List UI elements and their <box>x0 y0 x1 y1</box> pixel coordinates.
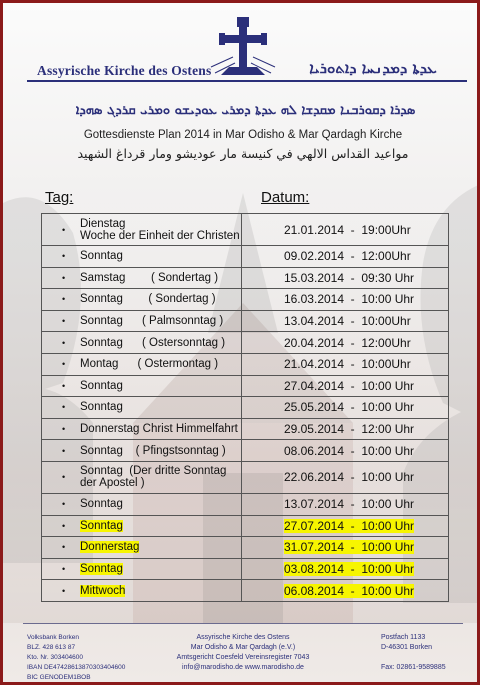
day-cell <box>42 375 242 397</box>
date-time-value: 25.05.2014 - 10:00 Uhr <box>283 400 415 415</box>
day-label: Donnerstag Christ Himmelfahrt <box>80 423 238 436</box>
day-label: Sonntag ( Pfingstsonntag ) <box>80 444 226 457</box>
date-time-value: 03.08.2014 - 10:00 Uhr <box>283 562 415 577</box>
bullet-icon: • <box>62 316 66 327</box>
footer-line: BIC GENODEM1BOB <box>27 674 91 681</box>
footer-line: D-46301 Borken <box>381 644 432 651</box>
date-cell <box>241 461 448 493</box>
table-row <box>42 214 449 246</box>
day-label: Sonntag <box>80 401 123 414</box>
plan-title-syriac: ܣܕܪܐ ܕܩܘܪܒܢܐ ܡܩܕܫܐ ܠܗ ܥܕܬܐ ܕܡܪܝ ܥܘܕܝܫܘ ܘܡܪܝ ܩܪܕܓ ܣܗܕܐ <box>75 103 416 118</box>
bullet-icon: • <box>62 402 66 413</box>
church-title-german: Assyrische Kirche des Ostens <box>37 63 212 78</box>
bullet-icon: • <box>62 251 66 262</box>
footer-bank-info <box>27 633 125 683</box>
date-cell <box>241 515 448 537</box>
day-label: Sonntag <box>80 519 123 532</box>
footer-line <box>381 653 446 663</box>
plan-title-arabic: مواعيد القداس الالهي في كنيسة مار عوديشو ومار قرداغ الشهيد <box>77 146 409 161</box>
header <box>3 3 480 173</box>
footer-postal-info <box>381 633 446 673</box>
date-time-value: 29.05.2014 - 12:00 Uhr <box>283 422 415 437</box>
day-cell <box>42 332 242 354</box>
footer-line: Postfach 1133 <box>381 634 426 641</box>
date-time-value: 27.07.2014 - 10:00 Uhr <box>283 518 415 533</box>
date-cell <box>241 493 448 515</box>
footer-line: IBAN DE47428613870303404600 <box>27 664 126 671</box>
footer-line: BLZ. 428 613 87 <box>27 644 76 651</box>
day-label: Sonntag ( Sondertag ) <box>80 293 216 306</box>
day-label: Sonntag <box>80 250 123 263</box>
date-time-value: 27.04.2014 - 10:00 Uhr <box>283 378 415 393</box>
date-cell <box>241 267 448 289</box>
footer-line: Amtsgericht Coesfeld Vereinsregister 7043 <box>176 654 310 661</box>
church-title-syriac: ܥܕܬܐ ܕܡܕܢܚܐ ܕܐܬܘܪܝܐ <box>309 59 437 77</box>
cross-emblem-icon <box>209 7 277 79</box>
day-label: Samstag ( Sondertag ) <box>80 271 219 284</box>
bullet-icon: • <box>62 424 66 435</box>
bullet-icon: • <box>62 499 66 510</box>
day-cell <box>42 493 242 515</box>
footer-divider <box>23 623 463 624</box>
table-row <box>42 375 449 397</box>
bullet-icon: • <box>62 294 66 305</box>
table-row <box>42 397 449 419</box>
table-row <box>42 267 449 289</box>
table-row <box>42 515 449 537</box>
day-cell <box>42 246 242 268</box>
day-cell <box>42 353 242 375</box>
column-header-tag: Tag: <box>45 189 74 206</box>
schedule-table <box>41 213 449 602</box>
table-row <box>42 353 449 375</box>
date-time-value: 21.01.2014 - 19:00Uhr <box>283 222 411 237</box>
date-cell <box>241 397 448 419</box>
table-row <box>42 440 449 462</box>
date-cell <box>241 310 448 332</box>
date-time-value: 22.06.2014 - 10:00 Uhr <box>283 470 415 485</box>
date-time-value: 31.07.2014 - 10:00 Uhr <box>283 540 415 555</box>
footer-line: Fax: 02861-9589885 <box>381 664 446 671</box>
footer-contact-links[interactable]: info@marodisho.de www.marodisho.de <box>182 664 304 671</box>
day-cell <box>42 397 242 419</box>
date-cell <box>241 375 448 397</box>
footer-association-info <box>153 633 333 673</box>
date-cell <box>241 418 448 440</box>
day-cell <box>42 580 242 602</box>
table-row <box>42 580 449 602</box>
day-cell <box>42 289 242 311</box>
bullet-icon: • <box>62 520 66 531</box>
date-cell <box>241 289 448 311</box>
table-row <box>42 246 449 268</box>
date-time-value: 20.04.2014 - 12:00Uhr <box>283 335 411 350</box>
day-label: Mittwoch <box>80 584 126 597</box>
table-row <box>42 332 449 354</box>
footer-line: Assyrische Kirche des Ostens <box>196 634 290 641</box>
day-label: Dienstag Woche der Einheit der Christen <box>80 217 240 242</box>
table-row <box>42 493 449 515</box>
day-label: Montag ( Ostermontag ) <box>80 358 219 371</box>
table-row <box>42 418 449 440</box>
footer-line: Volksbank Borken <box>27 634 80 641</box>
bullet-icon: • <box>62 272 66 283</box>
table-row <box>42 310 449 332</box>
table-row <box>42 558 449 580</box>
footer-line: Kto. Nr. 303404600 <box>27 654 84 661</box>
day-label: Donnerstag <box>80 541 140 554</box>
date-cell <box>241 537 448 559</box>
bullet-icon: • <box>62 380 66 391</box>
day-cell <box>42 267 242 289</box>
footer-line: Mar Odisho & Mar Qardagh (e.V.) <box>190 644 296 651</box>
day-label: Sonntag <box>80 379 123 392</box>
date-time-value: 08.06.2014 - 10:00 Uhr <box>283 443 415 458</box>
date-time-value: 13.07.2014 - 10:00 Uhr <box>283 497 415 512</box>
bullet-icon: • <box>62 564 66 575</box>
bullet-icon: • <box>62 542 66 553</box>
header-divider <box>27 80 467 82</box>
date-cell <box>241 353 448 375</box>
bullet-icon: • <box>62 337 66 348</box>
date-cell <box>241 580 448 602</box>
day-cell <box>42 461 242 493</box>
day-cell <box>42 558 242 580</box>
date-time-value: 15.03.2014 - 09:30 Uhr <box>283 270 415 285</box>
table-row <box>42 289 449 311</box>
date-cell <box>241 440 448 462</box>
day-cell <box>42 537 242 559</box>
table-row <box>42 461 449 493</box>
day-cell <box>42 214 242 246</box>
bullet-icon: • <box>62 445 66 456</box>
column-header-datum: Datum: <box>261 189 310 206</box>
date-time-value: 13.04.2014 - 10:00Uhr <box>283 314 411 329</box>
date-time-value: 06.08.2014 - 10:00 Uhr <box>283 583 415 598</box>
day-cell <box>42 515 242 537</box>
bullet-icon: • <box>62 472 66 483</box>
day-cell <box>42 310 242 332</box>
day-label: Sonntag ( Ostersonntag ) <box>80 336 226 349</box>
bullet-icon: • <box>62 359 66 370</box>
plan-title-german: Gottesdienste Plan 2014 in Mar Odisho & Mar Qardagh Kirche <box>83 129 403 141</box>
bullet-icon: • <box>62 224 66 235</box>
day-label: Sonntag <box>80 563 123 576</box>
date-cell <box>241 332 448 354</box>
table-row <box>42 537 449 559</box>
day-cell <box>42 418 242 440</box>
date-cell <box>241 246 448 268</box>
date-time-value: 09.02.2014 - 12:00Uhr <box>283 249 411 264</box>
day-label: Sonntag ( Palmsonntag ) <box>80 315 224 328</box>
bullet-icon: • <box>62 585 66 596</box>
date-time-value: 16.03.2014 - 10:00 Uhr <box>283 292 415 307</box>
date-cell <box>241 214 448 246</box>
day-label: Sonntag <box>80 498 123 511</box>
day-cell <box>42 440 242 462</box>
date-cell <box>241 558 448 580</box>
date-time-value: 21.04.2014 - 10:00Uhr <box>283 357 411 372</box>
day-label: Sonntag (Der dritte Sonntag der Apostel ) <box>80 465 227 490</box>
